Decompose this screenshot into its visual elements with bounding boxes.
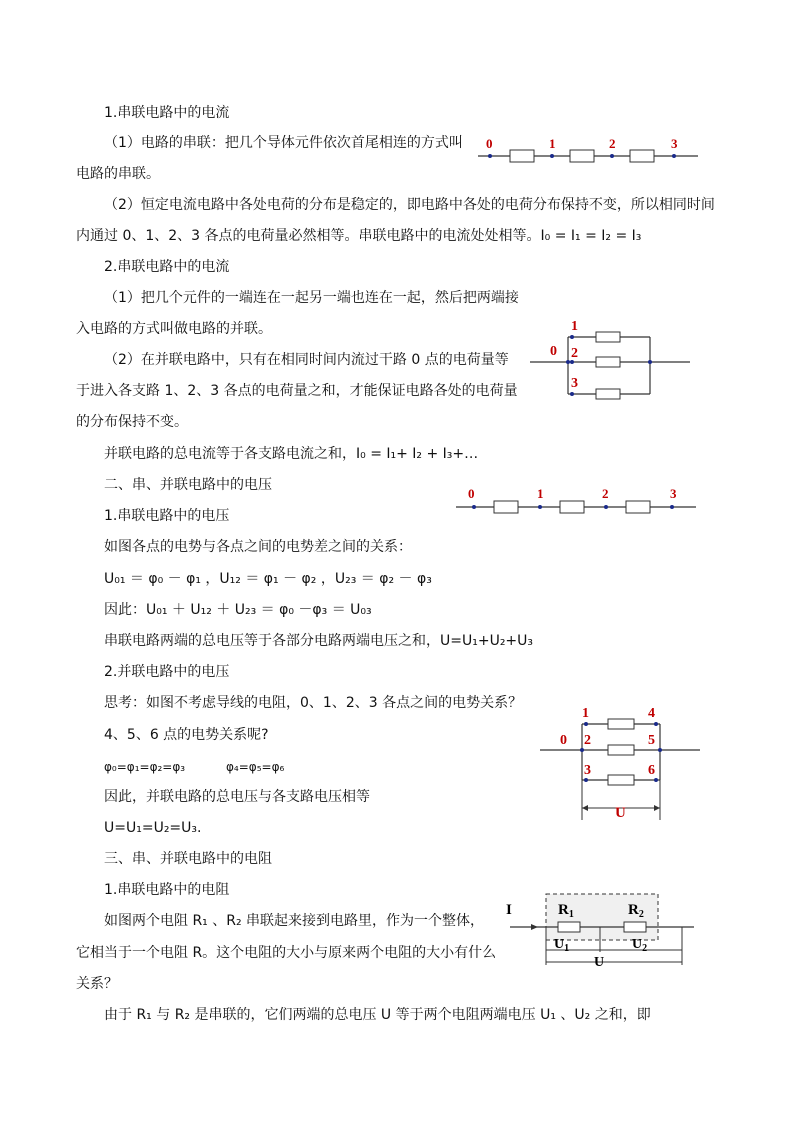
- point-5-label: 5: [648, 733, 655, 748]
- point-1-label: 1: [571, 319, 578, 334]
- paragraph-line: 因此，并联电路的总电压与各支路电压相等: [104, 789, 370, 805]
- r2-label: $R_2$: [628, 902, 644, 920]
- formula-line: 因此：U₀₁ ＋ U₁₂ ＋ U₂₃ ＝ φ₀ －φ₃ ＝ U₀₃: [104, 602, 372, 618]
- heading-series-resistance: 1.串联电路中的电阻: [104, 882, 230, 898]
- paragraph-line: 于进入各支路 1、2、3 各点的电荷量之和，才能保证电路各处的电荷量: [76, 383, 518, 399]
- formula-line: φ₀=φ₁=φ₂=φ₃: [104, 760, 186, 774]
- paragraph-line: 4、5、6 点的电势关系呢?: [104, 727, 269, 743]
- series-circuit-diagram: [478, 134, 698, 170]
- series-circuit-diagram-voltage: [456, 484, 696, 520]
- point-0-label: 0: [550, 344, 557, 359]
- u2-label: $U_2$: [632, 937, 648, 954]
- point-2-label: 2: [609, 136, 616, 151]
- voltage-u-label: U: [615, 805, 626, 821]
- paragraph-line: 串联电路两端的总电压等于各部分电路两端电压之和，U=U₁+U₂+U₃: [104, 633, 534, 649]
- parallel-circuit-diagram: [530, 315, 690, 405]
- point-3-label: 3: [671, 136, 678, 151]
- point-1-label: 1: [537, 486, 544, 501]
- paragraph-line: （1）把几个元件的一端连在一起另一端也连在一起，然后把两端接: [104, 290, 519, 306]
- point-3-label: 3: [571, 376, 578, 391]
- paragraph-line: 电路的串联。: [76, 166, 160, 182]
- formula-line: U₀₁ ＝ φ₀ － φ₁ ，U₁₂ ＝ φ₁ － φ₂ ，U₂₃ ＝ φ₂ － φ₃: [104, 571, 432, 587]
- heading-series-current: 1.串联电路中的电流: [104, 105, 230, 121]
- point-2-label: 2: [584, 733, 591, 748]
- r1-label: $R_1$: [558, 902, 574, 920]
- heading-parallel-voltage: 2.并联电路中的电压: [104, 664, 230, 680]
- point-1-label: 1: [549, 136, 556, 151]
- point-0-label: 0: [486, 136, 493, 151]
- paragraph-line: 思考：如图不考虑导线的电阻，0、1、2、3 各点之间的电势关系？: [104, 695, 523, 711]
- paragraph-line: （1）电路的串联：把几个导体元件依次首尾相连的方式叫: [104, 135, 463, 151]
- heading-series-voltage: 1.串联电路中的电压: [104, 508, 230, 524]
- two-resistor-series-diagram: [508, 890, 698, 968]
- point-2-label: 2: [571, 346, 578, 361]
- paragraph-line: 由于 R₁ 与 R₂ 是串联的，它们两端的总电压 U 等于两个电阻两端电压 U₁ 、U₂ 之和，即: [104, 1007, 651, 1023]
- paragraph-line: （2）在并联电路中，只有在相同时间内流过干路 0 点的电荷量等: [104, 352, 509, 368]
- point-3-label: 3: [584, 763, 591, 778]
- paragraph-line: 如图各点的电势与各点之间的电势差之间的关系：: [104, 539, 412, 555]
- current-i-label: I: [506, 902, 512, 918]
- section-heading-resistance: 三、串、并联电路中的电阻: [104, 851, 272, 867]
- point-3-label: 3: [670, 486, 677, 501]
- paragraph-line: 内通过 0、1、2、3 各点的电荷量必然相等。串联电路中的电流处处相等。I₀ = I₁ = I₂ = I₃: [76, 228, 642, 244]
- paragraph-line: 并联电路的总电流等于各支路电流之和，I₀ = I₁+ I₂ + I₃+…: [104, 446, 479, 462]
- paragraph-line: 它相当于一个电阻 R。这个电阻的大小与原来两个电阻的大小有什么: [76, 945, 497, 961]
- point-4-label: 4: [648, 706, 655, 721]
- section-heading-voltage: 二、串、并联电路中的电压: [104, 477, 272, 493]
- paragraph-line: 入电路的方式叫做电路的并联。: [76, 321, 272, 337]
- paragraph-line: 如图两个电阻 R₁ 、R₂ 串联起来接到电路里，作为一个整体，: [104, 913, 485, 929]
- paragraph-line: 关系？: [76, 976, 118, 992]
- point-1-label: 1: [582, 706, 589, 721]
- point-2-label: 2: [602, 486, 609, 501]
- point-0-label: 0: [560, 733, 567, 748]
- heading-parallel-current: 2.串联电路中的电流: [104, 259, 230, 275]
- formula-line: φ₄=φ₅=φ₆: [226, 760, 285, 774]
- point-0-label: 0: [468, 486, 475, 501]
- paragraph-line: 的分布保持不变。: [76, 414, 188, 430]
- paragraph-line: （2）恒定电流电路中各处电荷的分布是稳定的，即电路中各处的电荷分布保持不变，所以相同时间: [104, 197, 715, 213]
- parallel-circuit-diagram-voltage: [540, 704, 702, 822]
- u1-label: $U_1$: [554, 937, 570, 954]
- u-total-label: U: [594, 955, 605, 970]
- formula-line: U=U₁=U₂=U₃.: [104, 820, 202, 836]
- point-6-label: 6: [648, 763, 655, 778]
